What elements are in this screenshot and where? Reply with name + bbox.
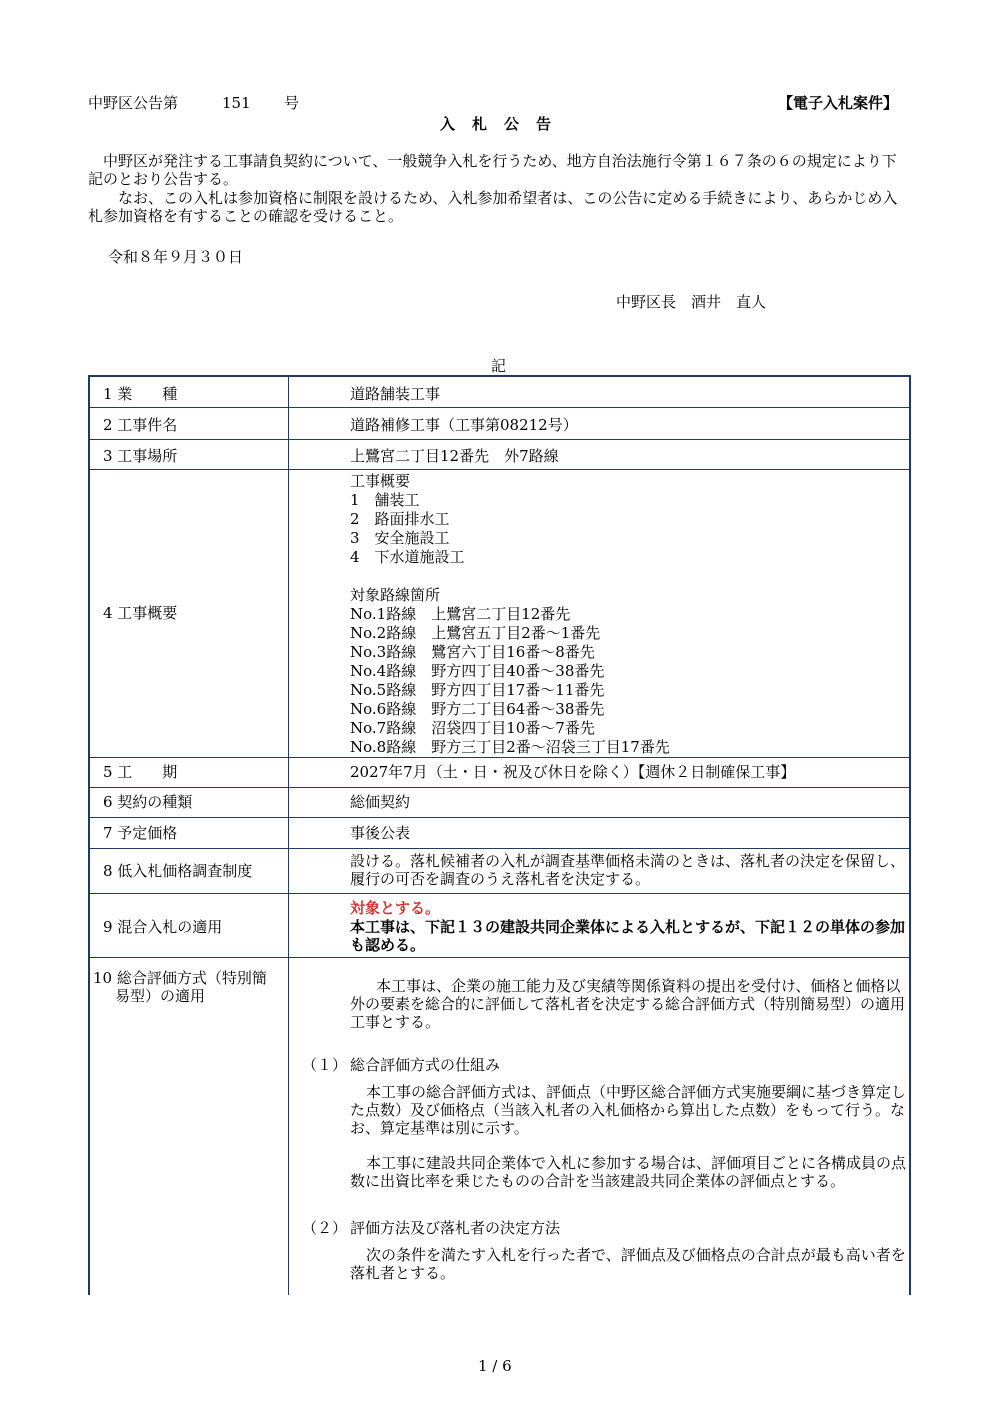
- bid-details-table: [88, 375, 911, 1295]
- sub1-paragraph-1: 本工事の総合評価方式は、評価点（中野区総合評価方式実施要綱に基づき算定した点数）及び価格点（当該入札者の入札価格から算出した点数）をもって行う。なお、算定基準は別に示す。: [350, 1083, 907, 1137]
- page-title: 入 札 公 告: [440, 115, 553, 133]
- row-value-6: 総価契約: [350, 793, 411, 811]
- row-value-2: 道路補修工事（工事第08212号）: [350, 416, 578, 434]
- overview-line: 4 下水道施設工: [350, 548, 465, 566]
- sub1-paragraph-2: 本工事に建設共同企業体で入札に参加する場合は、評価項目ごとに各構成員の点数に出資比率を乗じたものの合計を当該建設共同企業体の評価点とする。: [350, 1154, 907, 1190]
- electronic-bid-tag: 【電子入札案件】: [778, 94, 899, 112]
- sub2-paragraph-1: 次の条件を満たす入札を行った者で、評価点及び価格点の合計点が最も高い者を落札者とする。: [350, 1246, 906, 1282]
- overview-line: No.1路線 上鷺宮二丁目12番先: [350, 605, 571, 623]
- ki-heading: 記: [491, 357, 507, 375]
- row-value-7: 事後公表: [350, 824, 411, 842]
- row-label-3: 3 工事場所: [103, 447, 178, 465]
- overview-line: No.4路線 野方四丁目40番～38番先: [350, 662, 605, 680]
- intro-paragraph-2: なお、この入札は参加資格に制限を設けるため、入札参加希望者は、この公告に定める手続きにより、あらかじめ入札参加資格を有することの確認を受けること。: [88, 189, 898, 225]
- intro-paragraph-1: 中野区が発注する工事請負契約について、一般競争入札を行うため、地方自治法施行令第１６７条の６の規定により下記のとおり公告する。: [88, 152, 897, 188]
- mixed-bid-note: 本工事は、下記１３の建設共同企業体による入札とするが、下記１２の単体の参加も認める。: [350, 918, 906, 954]
- evaluation-intro: 本工事は、企業の施工能力及び実績等関係資料の提出を受付け、価格と価格以外の要素を総合的に評価して落札者を決定する総合評価方式（特別簡易型）の適用工事とする。: [350, 977, 906, 1031]
- row-label-2: 2 工事件名: [103, 416, 178, 434]
- overview-line: 工事概要: [350, 472, 411, 490]
- row-value-5: 2027年7月（土・日・祝及び休日を除く）【週休２日制確保工事】: [350, 763, 796, 781]
- row-label-4: 4 工事概要: [103, 604, 178, 622]
- row-label-7: 7 予定価格: [103, 824, 178, 842]
- signer: 中野区長 酒井 直人: [616, 293, 767, 311]
- sub1-title: 総合評価方式の仕組み: [350, 1056, 501, 1074]
- notice-prefix: 中野区公告第: [88, 94, 179, 112]
- overview-line: No.3路線 鷺宮六丁目16番～8番先: [350, 643, 595, 661]
- overview-line: No.6路線 野方二丁目64番～38番先: [350, 700, 605, 718]
- sub1-number: （１）: [302, 1056, 348, 1074]
- row-value-3: 上鷺宮二丁目12番先 外7路線: [350, 447, 559, 465]
- overview-line: 2 路面排水工: [350, 510, 450, 528]
- overview-line: No.5路線 野方四丁目17番～11番先: [350, 681, 605, 699]
- row-label-9: 9 混合入札の適用: [103, 918, 223, 936]
- sub2-number: （２）: [302, 1219, 348, 1237]
- notice-date: 令和８年９月３０日: [108, 248, 244, 266]
- overview-line: No.8路線 野方三丁目2番～沼袋三丁目17番先: [350, 738, 670, 756]
- sub2-title: 評価方法及び落札者の決定方法: [350, 1219, 561, 1237]
- overview-line: 1 舗装工: [350, 491, 420, 509]
- mixed-bid-status: 対象とする。: [350, 899, 441, 917]
- notice-number: 151: [222, 94, 251, 112]
- row-label-6: 6 契約の種類: [103, 793, 193, 811]
- row-label-5: 5 工 期: [103, 763, 178, 781]
- row-label-1: 1 業 種: [103, 385, 178, 403]
- row-label-10-cont: 易型）の適用: [115, 987, 206, 1005]
- row-value-1: 道路舗装工事: [350, 385, 441, 403]
- row-label-10: 10 総合評価方式（特別簡: [93, 969, 267, 987]
- overview-line: No.7路線 沼袋四丁目10番～7番先: [350, 719, 595, 737]
- row-value-8: 設ける。落札候補者の入札が調査基準価格未満のときは、落札者の決定を保留し、履行の可否を調査のうえ落札者を決定する。: [350, 852, 906, 888]
- notice-suffix: 号: [284, 94, 300, 112]
- overview-line: 3 安全施設工: [350, 529, 450, 547]
- page-number: 1 / 6: [478, 1357, 512, 1375]
- overview-line: 対象路線箇所: [350, 586, 441, 604]
- overview-line: No.2路線 上鷺宮五丁目2番～1番先: [350, 624, 601, 642]
- row-label-8: 8 低入札価格調査制度: [103, 862, 253, 880]
